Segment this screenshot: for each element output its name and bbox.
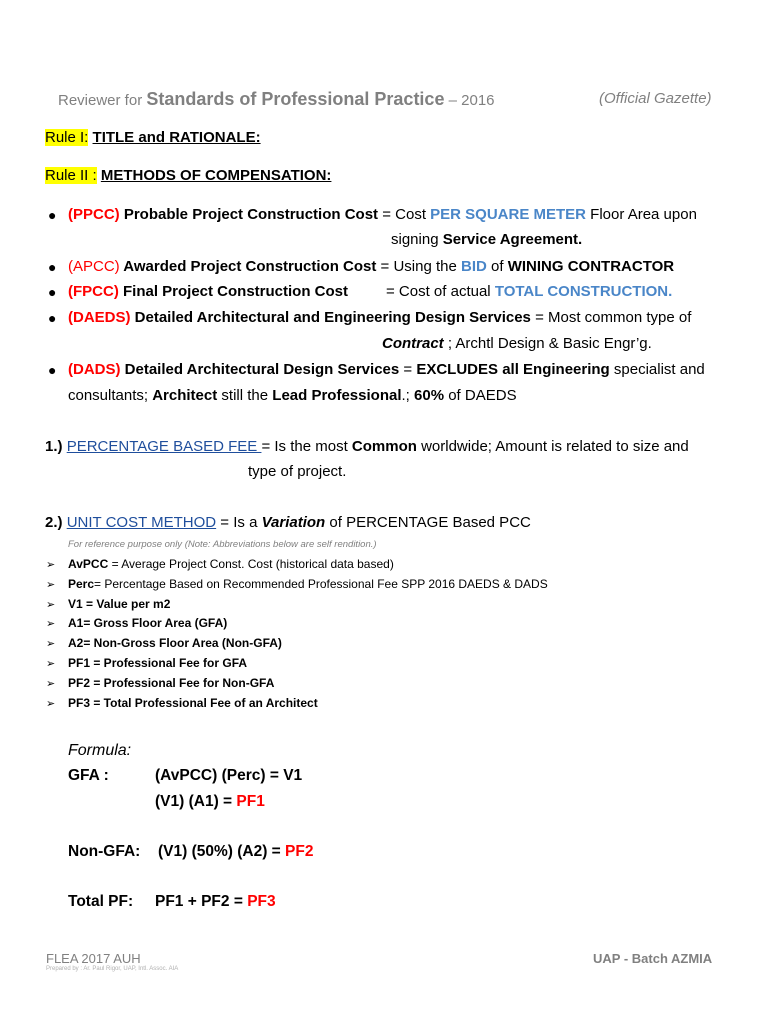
method-2-num: 2.) [45, 514, 63, 531]
rule-1-label: Rule I: [45, 129, 89, 146]
gfa-line2-text: (V1) (A1) = [155, 793, 237, 810]
total-pf3: PF3 [247, 893, 276, 910]
method-1-line2: type of project. [248, 463, 347, 480]
reference-note: For reference purpose only (Note: Abbreviations below are self rendition.) [68, 539, 377, 550]
nongfa-pf2: PF2 [285, 843, 314, 860]
definition-item [68, 616, 227, 630]
fpcc-eq: = Cost of actual [386, 283, 495, 300]
daeds-abbr: (DAEDS) [68, 309, 131, 326]
ppcc-eq: = Cost [378, 206, 431, 223]
ppcc-line2 [391, 231, 582, 248]
header-prefix: Reviewer for [58, 92, 147, 109]
bullet-dot: ● [48, 310, 57, 326]
arrow-bullet-icon: ➢ [46, 678, 56, 690]
daeds-line2 [382, 335, 652, 352]
fpcc-abbr: (FPCC) [68, 283, 119, 300]
dads-eq: = [399, 361, 417, 378]
method-2-title: UNIT COST METHOD [66, 514, 217, 531]
definition-key: Perc [68, 577, 95, 591]
fpcc-highlight: TOTAL CONSTRUCTION. [494, 283, 673, 300]
rule-1-title: TITLE and RATIONALE: [92, 129, 261, 146]
nongfa-text: (V1) (50%) (A2) = [158, 843, 286, 860]
arrow-bullet-icon: ➢ [46, 579, 56, 591]
dads-l2g: of DAEDS [444, 387, 517, 404]
daeds-line2-rest: ; Archtl Design & Basic Engr’g. [443, 335, 652, 352]
bullet-dot: ● [48, 259, 57, 275]
apcc-name: Awarded Project Construction Cost [119, 258, 377, 275]
apcc-eq: = Using the [376, 258, 462, 275]
dads-abbr: (DADS) [68, 361, 121, 378]
method-1-eq: = Is the most [261, 438, 352, 455]
footer-left: FLEA 2017 AUH [46, 951, 141, 966]
arrow-bullet-icon: ➢ [46, 599, 56, 611]
method-1-rest: worldwide; Amount is related to size and [416, 438, 689, 455]
ppcc-highlight: PER SQUARE METER [430, 206, 587, 223]
ppcc-name: Probable Project Construction Cost [119, 206, 379, 223]
formula-label: Formula: [68, 742, 132, 759]
gfa-pf1: PF1 [236, 793, 265, 810]
definition-key: PF1 = Professional Fee for GFA [68, 656, 248, 670]
formula-total-label: Total PF: [68, 893, 134, 910]
bullet-ppcc [68, 206, 697, 223]
ppcc-line2-bold: Service Agreement. [442, 231, 583, 248]
bullet-dot: ● [48, 362, 57, 378]
arrow-bullet-icon: ➢ [46, 658, 56, 670]
fpcc-eq-line [386, 283, 672, 300]
formula-total-line [155, 893, 276, 911]
bullet-fpcc [68, 283, 348, 300]
definition-text: = Average Project Const. Cost (historical data based) [108, 557, 394, 571]
formula-gfa-line2 [155, 793, 265, 811]
dads-line2 [68, 387, 517, 404]
dads-l2e: .; [401, 387, 415, 404]
definition-key: AvPCC [68, 557, 109, 571]
rule-1 [45, 129, 261, 146]
definition-item [68, 636, 282, 650]
method-2-rest: of PERCENTAGE Based PCC [325, 514, 531, 531]
dads-name: Detailed Architectural Design Services [120, 361, 400, 378]
definition-item [68, 597, 170, 611]
apcc-abbr: (APCC) [68, 258, 120, 275]
daeds-name: Detailed Architectural and Engineering Design Services [130, 309, 531, 326]
total-text: PF1 + PF2 = [155, 893, 248, 910]
definition-key: A1= Gross Floor Area (GFA) [68, 616, 228, 630]
formula-gfa-line1: (AvPCC) (Perc) = V1 [155, 767, 303, 784]
bullet-daeds [68, 309, 691, 326]
arrow-bullet-icon: ➢ [46, 559, 56, 571]
dads-rest1: specialist and [609, 361, 705, 378]
method-1-title: PERCENTAGE BASED FEE [66, 438, 262, 455]
bullet-dads [68, 361, 705, 378]
method-2-eq: = Is a [216, 514, 262, 531]
arrow-bullet-icon: ➢ [46, 618, 56, 630]
bullet-dot: ● [48, 207, 57, 223]
definition-key: V1 = Value per m2 [68, 597, 171, 611]
dads-excludes: EXCLUDES all Engineering [416, 361, 610, 378]
bullet-dot: ● [48, 284, 57, 300]
daeds-contract: Contract [382, 335, 444, 352]
definition-item [68, 676, 274, 690]
header-year: – 2016 [444, 92, 495, 109]
method-1 [45, 438, 689, 455]
page-header [58, 89, 495, 110]
header-right: (Official Gazette) [599, 90, 712, 107]
footer-left-sub: Prepared by : Ar. Paul Rigor, UAP, Intl. Assoc. AIA [46, 966, 179, 972]
rule-2-title: METHODS OF COMPENSATION: [100, 167, 332, 184]
formula-nongfa-line [158, 843, 313, 861]
dads-l2c: still the [217, 387, 273, 404]
apcc-highlight: BID [461, 258, 487, 275]
method-1-num: 1.) [45, 438, 63, 455]
bullet-apcc [68, 258, 674, 275]
method-1-bold: Common [351, 438, 417, 455]
daeds-eq: = Most common type of [530, 309, 692, 326]
ppcc-rest: Floor Area upon [586, 206, 697, 223]
dads-l2a: consultants; [68, 387, 153, 404]
definition-item [68, 656, 247, 670]
formula-nongfa-label: Non-GFA: [68, 843, 141, 860]
definition-item [68, 696, 318, 710]
fpcc-name: Final Project Construction Cost [118, 283, 349, 300]
definition-key: PF3 = Total Professional Fee of an Architect [68, 696, 318, 710]
footer-right: UAP - Batch AZMIA [593, 951, 713, 966]
rule-2-label: Rule II : [45, 167, 97, 184]
method-2 [45, 514, 531, 531]
method-2-variation: Variation [261, 514, 326, 531]
definition-item [68, 577, 548, 591]
formula-gfa-label: GFA : [68, 767, 109, 784]
dads-lead: Lead Professional [272, 387, 402, 404]
apcc-bold-end: WINING CONTRACTOR [507, 258, 675, 275]
dads-percent: 60% [414, 387, 445, 404]
definition-key: PF2 = Professional Fee for Non-GFA [68, 676, 275, 690]
dads-architect: Architect [152, 387, 218, 404]
definition-item [68, 557, 394, 571]
arrow-bullet-icon: ➢ [46, 698, 56, 710]
rule-2 [45, 167, 331, 184]
ppcc-abbr: (PPCC) [68, 206, 120, 223]
definition-key: A2= Non-Gross Floor Area (Non-GFA) [68, 636, 282, 650]
header-title: Standards of Professional Practice [146, 89, 445, 109]
arrow-bullet-icon: ➢ [46, 638, 56, 650]
definition-text: = Percentage Based on Recommended Professional Fee SPP 2016 DAEDS & DADS [94, 577, 548, 591]
apcc-mid: of [486, 258, 508, 275]
ppcc-line2-pre: signing [391, 231, 443, 248]
